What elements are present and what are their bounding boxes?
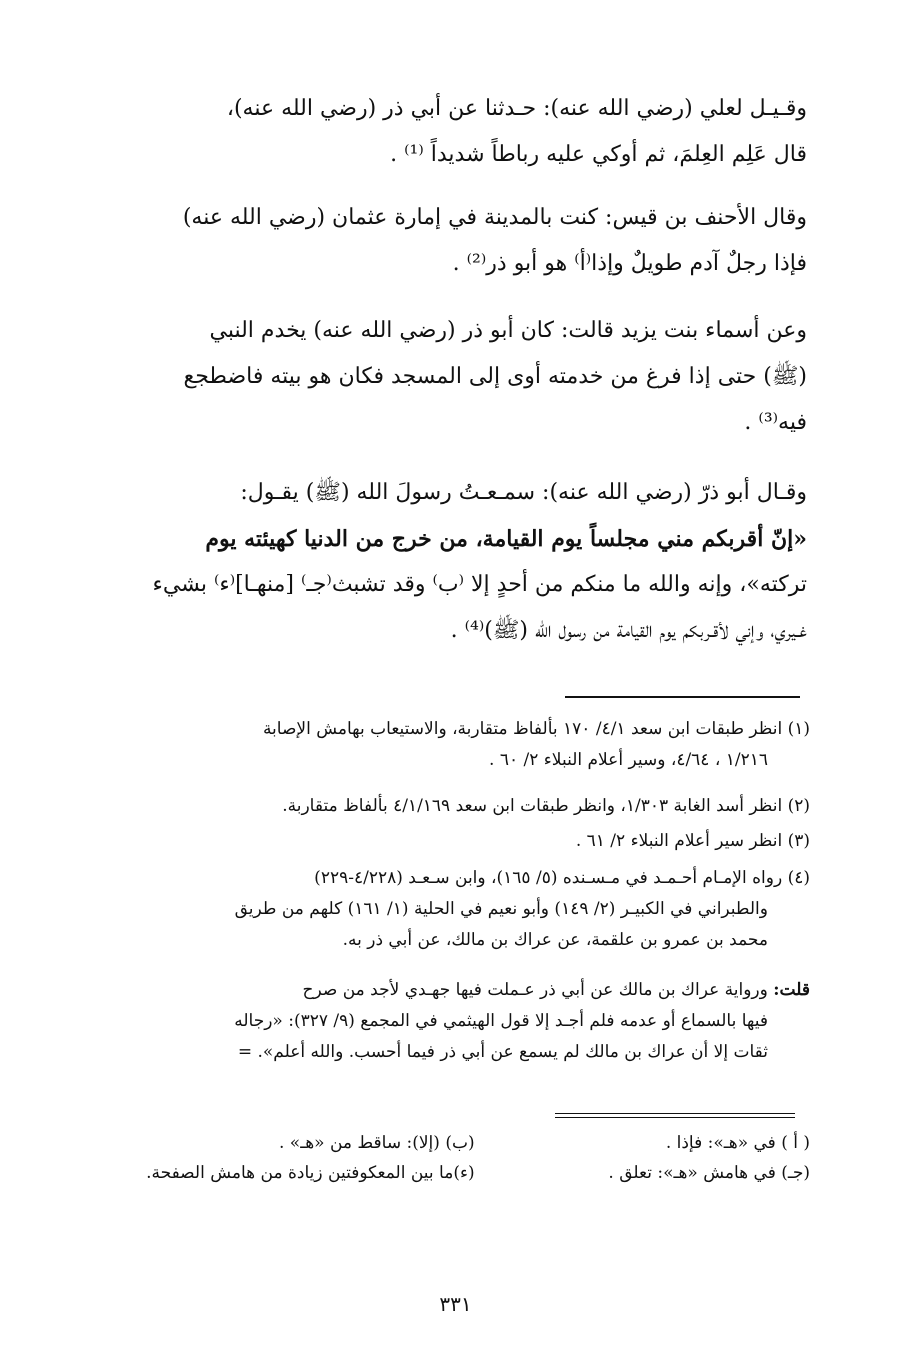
text-line: فيه⁽³⁾ . — [744, 410, 807, 435]
footnote-line — [85, 975, 810, 1006]
text-line: قال عَلِم العِلمَ، ثم أوكي عليه رباطاً شديداً ⁽¹⁾ . — [390, 142, 807, 167]
footnote-line: (٢) انظر أسد الغابة ١/٣٠٣، وانظر طبقات ابن سعد ٤/١/١٦٩ بألفاظ متقاربة. — [282, 796, 810, 816]
footnote-qultu — [85, 975, 810, 1068]
variant-note: ( أ ) في «هـ»: فإذا . — [665, 1133, 810, 1153]
variant-note: (ء)ما بين المعكوفتين زيادة من هامش الصفحة. — [146, 1163, 475, 1183]
text-line: غـيري، وإني لأقـربكم يوم القيامة من رسول الله (ﷺ)⁽⁴⁾ . — [450, 618, 807, 643]
paragraph-abu-dharr-hadith — [95, 470, 807, 654]
footnote-text: ورواية عراك بن مالك عن أبي ذر عـملت فيها جهـدي لأجد من صرح — [302, 980, 774, 1000]
text-line: (ﷺ) حتى إذا فرغ من خدمته أوى إلى المسجد فكان هو بيته فاضطجع — [183, 364, 807, 389]
qultu-label: قلت: — [773, 980, 810, 1000]
text-line: وقال الأحنف بن قيس: كنت بالمدينة في إمارة عثمان (رضي الله عنه) — [182, 205, 807, 230]
text-line: وعن أسماء بنت يزيد قالت: كان أبو ذر (رضي الله عنه) يخدم النبي — [209, 318, 807, 343]
variant-note: (ب) (إلا): ساقط من «هـ» . — [279, 1133, 475, 1153]
footnote-line: (٤) رواه الإمـام أحـمـد في مـسـنده (٥/ ١٦٥)، وابن سـعـد (٤/٢٢٨-٢٢٩) — [314, 868, 810, 888]
text-line: وقـيـل لعلي (رضي الله عنه): حـدثنا عن أبي ذر (رضي الله عنه)، — [226, 96, 807, 121]
footnote-line: ١/٢١٦ ، ٤/٦٤، وسير أعلام النبلاء ٢/ ٦٠ . — [489, 750, 768, 770]
variant-row — [85, 1158, 810, 1188]
footnote-4 — [85, 863, 810, 956]
variant-row — [85, 1128, 810, 1158]
footnote-line: (١) انظر طبقات ابن سعد ٤/١/ ١٧٠ بألفاظ متقاربة، والاستيعاب بهامش الإصابة — [262, 719, 810, 739]
footnote-divider — [565, 696, 800, 698]
hadith-line: «إنّ أقربكم مني مجلساً يوم القيامة، من خرج من الدنيا كهيئته يوم — [205, 526, 807, 552]
paragraph-ahnaf — [95, 195, 807, 287]
page-number: ٣٣١ — [439, 1292, 472, 1316]
text-line: تركته»، وإنه والله ما منكم من أحدٍ إلا ⁽ب⁾ وقد تشبث⁽جـ⁾ [منهـا]⁽ء⁾ بشيء — [152, 572, 807, 597]
footnote-2 — [85, 791, 810, 822]
footnote-line: والطبراني في الكبيـر (٢/ ١٤٩) وأبو نعيم في الحلية (١/ ١٦١) كلهم من طريق — [234, 899, 768, 919]
footnote-line: (٣) انظر سير أعلام النبلاء ٢/ ٦١ . — [575, 831, 810, 851]
text-line: فإذا رجلٌ آدم طويلٌ وإذا⁽أ⁾ هو أبو ذر⁽²⁾ . — [452, 251, 807, 276]
footnote-line: ثقات إلا أن عراك بن مالك لم يسمع عن أبي ذر فيما أحسب. والله أعلم». = — [237, 1042, 768, 1062]
text-line: وقـال أبو ذرّ (رضي الله عنه): سمـعـتُ رسولَ الله (ﷺ) يقـول: — [240, 480, 807, 505]
variant-notes — [85, 1128, 810, 1188]
paragraph-ali — [95, 86, 807, 178]
footnote-3 — [85, 826, 810, 857]
paragraph-asma — [95, 308, 807, 446]
variants-divider — [555, 1113, 795, 1118]
variant-note: (جـ) في هامش «هـ»: تعلق . — [608, 1163, 810, 1183]
footnote-line: محمد بن عمرو بن علقمة، عن عراك بن مالك، عن أبي ذر به. — [342, 930, 768, 950]
footnote-line: فيها بالسماع أو عدمه فلم أجـد إلا قول الهيثمي في المجمع (٩/ ٣٢٧): «رجاله — [234, 1011, 768, 1031]
footnote-1 — [85, 714, 810, 776]
